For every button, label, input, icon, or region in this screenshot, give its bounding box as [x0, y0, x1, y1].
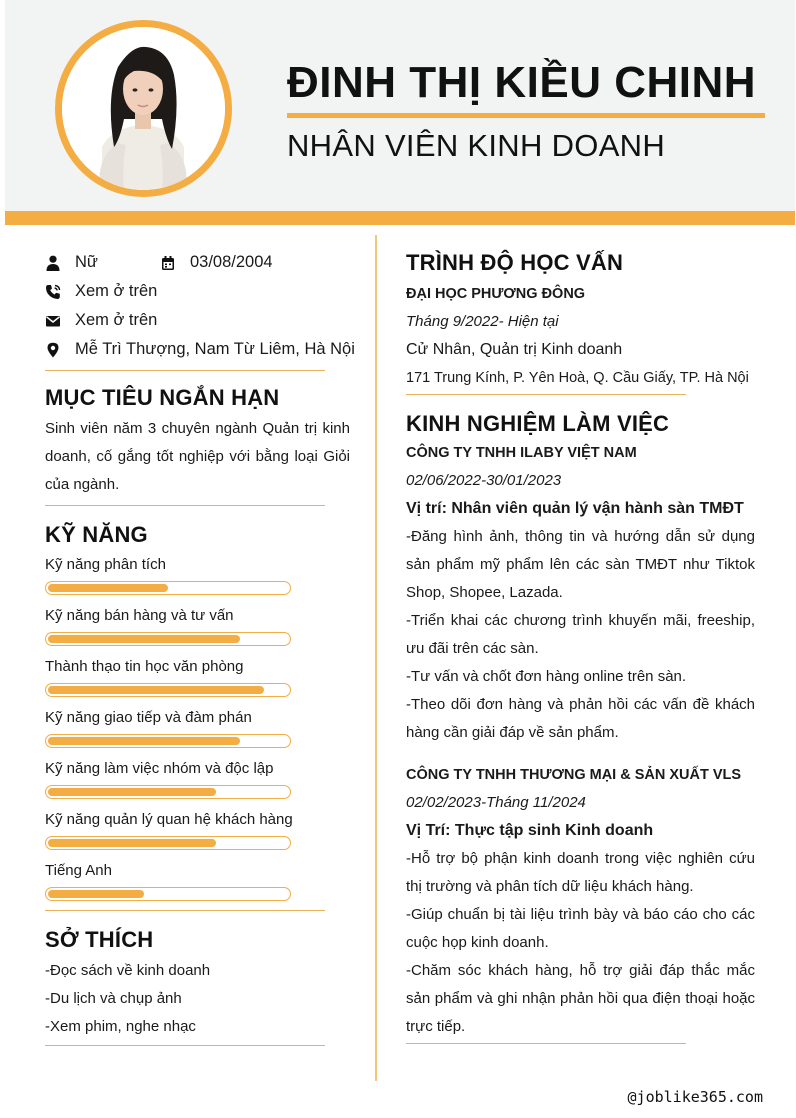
job-period: 02/06/2022-30/01/2023 — [406, 472, 562, 489]
section-divider — [45, 910, 325, 911]
job-duty: -Đăng hình ảnh, thông tin và hướng dẫn sử dụng sản phẩm mỹ phẩm lên các sàn TMĐT như Tiktok Shop, Shopee, Lazada. — [406, 528, 755, 601]
job-duty: -Giúp chuẩn bị tài liệu trình bày và báo cáo cho các cuộc họp kinh doanh. — [406, 906, 755, 951]
skill-bar-fill — [48, 686, 264, 694]
section-divider — [406, 394, 686, 395]
skill-label: Kỹ năng bán hàng và tư vấn — [45, 607, 234, 624]
skill-bar — [45, 632, 291, 646]
job-duty: -Hỗ trợ bộ phận kinh doanh trong việc nghiên cứu thị trường và phân tích dữ liệu khách hàng. — [406, 850, 755, 895]
skill-item — [45, 555, 355, 595]
school-name: ĐẠI HỌC PHƯƠNG ĐÔNG — [406, 286, 586, 302]
hobby-item: -Xem phim, nghe nhạc — [45, 1018, 196, 1035]
header-accent-bar — [5, 211, 795, 225]
calendar-icon — [160, 254, 176, 272]
skill-bar-fill — [48, 635, 240, 643]
profile-photo — [55, 20, 232, 197]
skill-label: Kỹ năng phân tích — [45, 556, 166, 573]
skill-bar — [45, 683, 291, 697]
person-icon — [45, 254, 61, 272]
address-value: Mễ Trì Thượng, Nam Từ Liêm, Hà Nội — [75, 340, 355, 358]
skill-item — [45, 810, 355, 850]
objective-title: MỤC TIÊU NGẮN HẠN — [45, 385, 280, 410]
skill-bar-fill — [48, 737, 240, 745]
section-divider — [45, 1045, 325, 1046]
job-period: 02/02/2023-Tháng 11/2024 — [406, 794, 586, 811]
job-entry — [406, 439, 755, 747]
contact-info — [45, 248, 355, 364]
profile-photo-image — [62, 27, 225, 190]
job-role: Vị Trí: Thực tập sinh Kinh doanh — [406, 822, 654, 839]
birthdate-value: 03/08/2004 — [189, 253, 273, 271]
contact-row-address — [45, 335, 355, 364]
skill-bar-fill — [48, 839, 216, 847]
job-role: Vị trí: Nhân viên quản lý vận hành sàn TMĐT — [406, 500, 744, 517]
candidate-name: ĐINH THỊ KIỀU CHINH — [287, 58, 757, 107]
company-name: CÔNG TY TNHH THƯƠNG MẠI & SẢN XUẤT VLS — [406, 767, 742, 783]
objective-text: Sinh viên năm 3 chuyên ngành Quản trị kinh doanh, cố gắng tốt nghiệp với bằng loại Giỏi của ngành. — [45, 420, 350, 493]
skill-label: Thành thạo tin học văn phòng — [45, 658, 244, 675]
skill-bar — [45, 785, 291, 799]
skill-item — [45, 657, 355, 697]
skill-label: Kỹ năng làm việc nhóm và độc lập — [45, 760, 274, 777]
column-divider — [375, 235, 377, 1081]
left-column — [45, 248, 355, 1046]
skill-bar — [45, 887, 291, 901]
section-divider — [45, 505, 325, 506]
skill-bar — [45, 734, 291, 748]
experience-list — [406, 439, 755, 1041]
job-title: NHÂN VIÊN KINH DOANH — [287, 128, 666, 163]
company-name: CÔNG TY TNHH ILABY VIỆT NAM — [406, 445, 637, 461]
hobby-item: -Đọc sách về kinh doanh — [45, 962, 211, 979]
skill-item — [45, 606, 355, 646]
hobbies-title: SỞ THÍCH — [45, 927, 154, 952]
job-duty: -Chăm sóc khách hàng, hỗ trợ giải đáp thắc mắc sản phẩm và ghi nhận phản hồi qua điện thoại hoặc trực tiếp. — [406, 962, 755, 1035]
contact-row-phone — [45, 277, 355, 306]
job-duty: -Tư vấn và chốt đơn hàng online trên sàn. — [406, 668, 687, 685]
skills-list — [45, 555, 355, 901]
envelope-icon — [45, 312, 61, 330]
phone-value: Xem ở trên — [75, 282, 158, 300]
skill-label: Tiếng Anh — [45, 862, 112, 879]
skill-bar — [45, 581, 291, 595]
skill-bar — [45, 836, 291, 850]
hobbies-list — [45, 957, 355, 1041]
section-divider — [45, 370, 325, 371]
school-address: 171 Trung Kính, P. Yên Hoà, Q. Cầu Giấy, TP. Hà Nội — [406, 370, 749, 386]
skill-bar-fill — [48, 788, 216, 796]
experience-title: KINH NGHIỆM LÀM VIỆC — [406, 411, 670, 436]
skill-item — [45, 861, 355, 901]
hobby-item: -Du lịch và chụp ảnh — [45, 990, 182, 1007]
email-value: Xem ở trên — [75, 311, 158, 329]
gender-value: Nữ — [75, 253, 98, 271]
contact-row-gender-birthdate — [45, 248, 355, 277]
location-pin-icon — [45, 341, 61, 359]
section-divider — [406, 1043, 686, 1044]
skills-title: KỸ NĂNG — [45, 522, 148, 547]
contact-row-email — [45, 306, 355, 335]
job-duty: -Theo dõi đơn hàng và phản hồi các vấn đề khách hàng cần giải đáp về sản phẩm. — [406, 696, 755, 741]
job-duty: -Triển khai các chương trình khuyến mãi, freeship, ưu đãi trên các sàn. — [406, 612, 755, 657]
job-entry — [406, 761, 755, 1041]
skill-label: Kỹ năng giao tiếp và đàm phán — [45, 709, 252, 726]
skill-item — [45, 708, 355, 748]
education-title: TRÌNH ĐỘ HỌC VẤN — [406, 250, 624, 275]
phone-icon — [45, 283, 61, 301]
skill-bar-fill — [48, 584, 168, 592]
right-column — [406, 250, 755, 1044]
education-degree: Cử Nhân, Quản trị Kinh doanh — [406, 341, 623, 358]
skill-item — [45, 759, 355, 799]
watermark: @joblike365.com — [627, 1088, 763, 1106]
education-period: Tháng 9/2022- Hiện tại — [406, 313, 559, 330]
skill-label: Kỹ năng quản lý quan hệ khách hàng — [45, 811, 293, 828]
name-underline — [287, 113, 765, 118]
skill-bar-fill — [48, 890, 144, 898]
